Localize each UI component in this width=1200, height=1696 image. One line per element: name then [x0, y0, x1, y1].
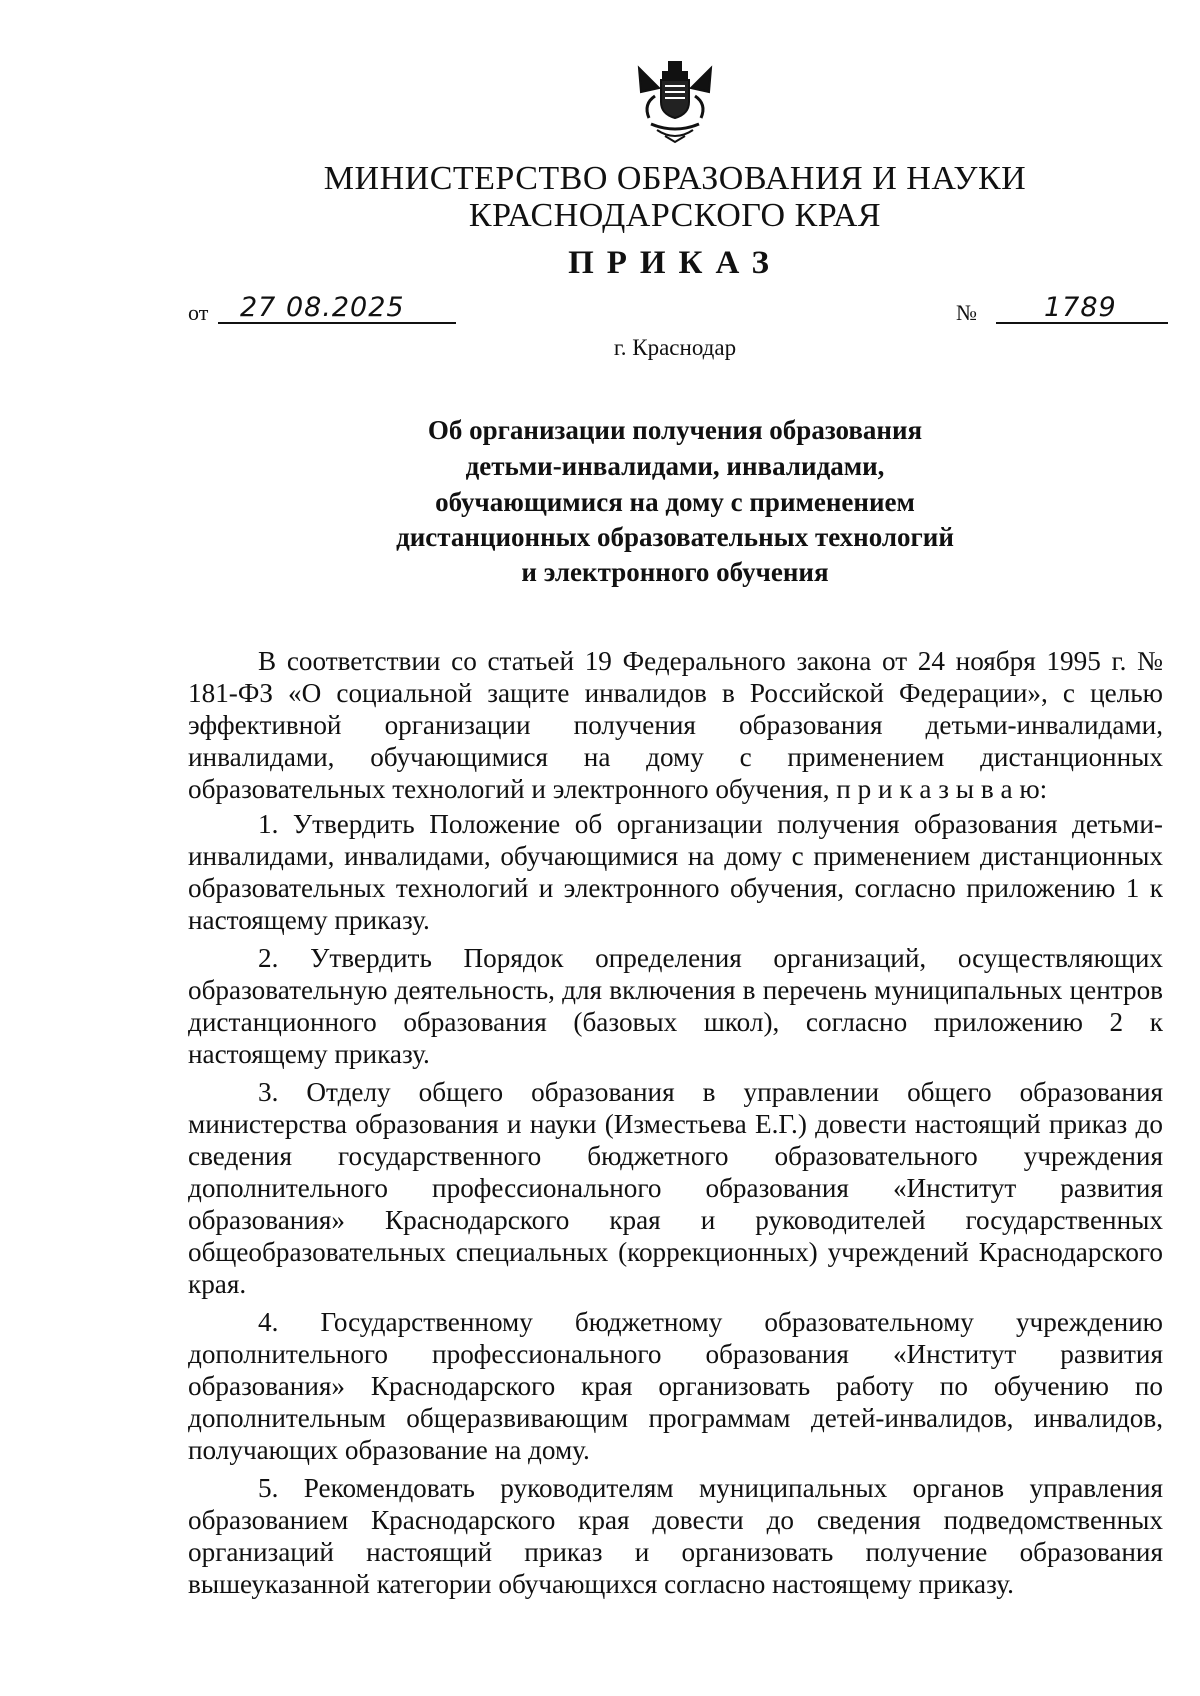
order-item-2: 2. Утвердить Порядок определения организаций, осуществляющих образовательную деятельность, для включения в перечень муниципальных центров дистанционного образования (базовых школ), согласно приложению 2 к настоящему приказу.	[188, 943, 1163, 1069]
number-label: №	[956, 300, 977, 325]
coat-of-arms-icon	[635, 58, 715, 148]
handwritten-number: 1789	[1044, 292, 1117, 323]
ministry-name-line1: МИНИСТЕРСТВО ОБРАЗОВАНИЯ И НАУКИ	[323, 160, 1027, 197]
order-title: ПРИКАЗ	[568, 245, 782, 281]
order-item-5: 5. Рекомендовать руководителям муниципальных органов управления образованием Краснодарского края довести до сведения подведомственных организаций настоящий приказ и организовать получение образования вышеуказанной категории обучающихся согласно настоящему приказу.	[188, 1473, 1163, 1599]
handwritten-date: 27 08.2025	[240, 292, 405, 323]
subject-line: и электронного обучения	[521, 557, 829, 587]
order-items	[188, 808, 1163, 1606]
order-item-3: 3. Отделу общего образования в управлении общего образования министерства образования и науки (Изместьева Е.Г.) довести настоящий приказ до сведения государственного бюджетного образовательного учреждения дополнительного профессионального образования «Институт развития образования» Краснодарского края и руководителей государственных общеобразовательных специальных (коррекционных) учреждений Краснодарского края.	[188, 1077, 1163, 1299]
order-item-1: 1. Утвердить Положение об организации получения образования детьми-инвалидами, инвалидами, обучающимися на дому с применением дистанционных образовательных технологий и электронного обучения, согласно приложению 1 к настоящему приказу.	[188, 809, 1163, 935]
subject-line: детьми-инвалидами, инвалидами,	[465, 451, 885, 481]
date-label: от	[188, 300, 209, 325]
preamble-paragraph: В соответствии со статьей 19 Федерального закона от 24 ноября 1995 г. № 181-ФЗ «О социальной защите инвалидов в Российской Федерации», с целью эффективной организации получения образования детьми-инвалидами, инвалидами, обучающимися на дому с применением дистанционных образовательных технологий и электронного обучения, п р и к а з ы в а ю:	[188, 646, 1163, 804]
subject-line: Об организации получения образования	[427, 415, 923, 445]
city: г. Краснодар	[613, 335, 737, 360]
subject-line: обучающимися на дому с применением	[435, 487, 915, 517]
preamble	[188, 645, 1163, 811]
ministry-name-line2: КРАСНОДАРСКОГО КРАЯ	[468, 197, 882, 234]
subject-line: дистанционных образовательных технологий	[396, 522, 954, 552]
order-item-4: 4. Государственному бюджетному образовательному учреждению дополнительного профессионального образования «Институт развития образования» Краснодарского края организовать работу по обучению по дополнительным общеразвивающим программам детей-инвалидов, инвалидов, получающих образование на дому.	[188, 1307, 1163, 1465]
